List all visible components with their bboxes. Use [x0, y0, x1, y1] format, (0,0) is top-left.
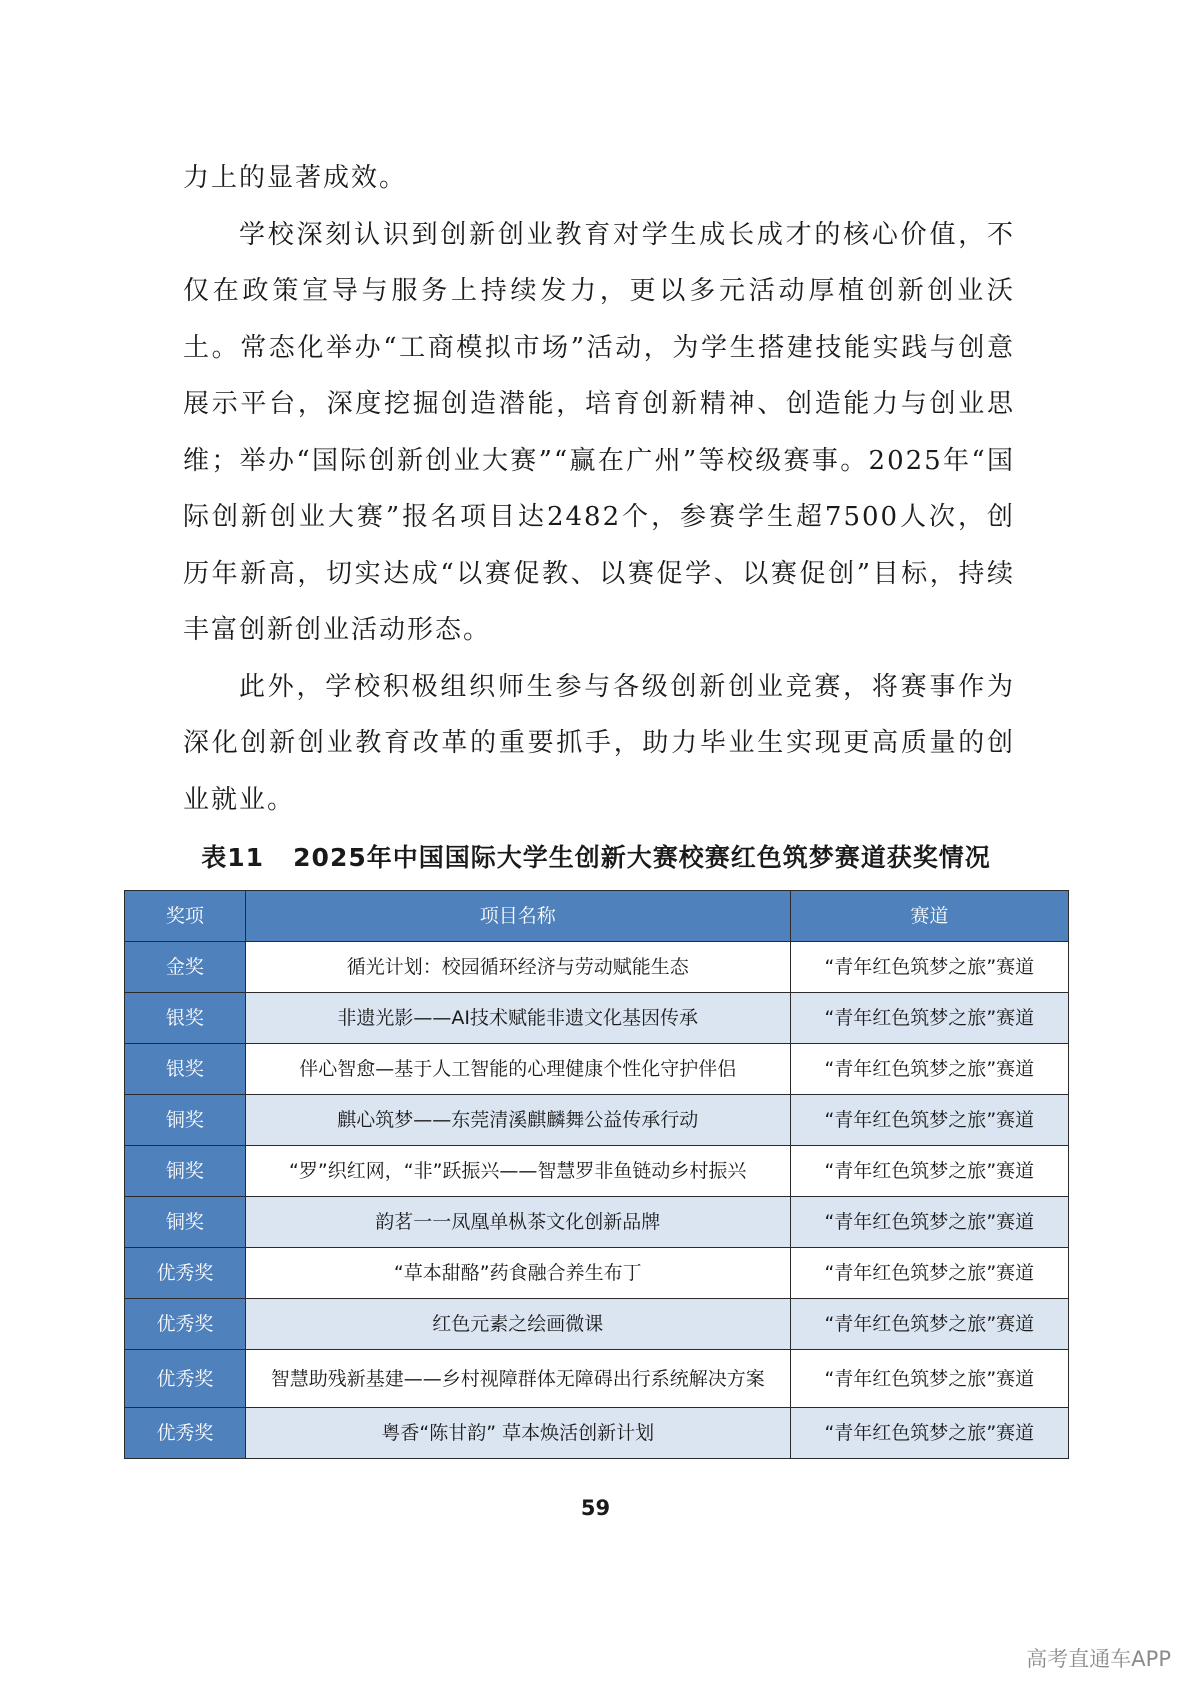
track-cell: “青年红色筑梦之旅”赛道	[790, 1248, 1068, 1299]
award-cell: 金奖	[125, 942, 246, 993]
project-cell: 韵茗一一凤凰单枞茶文化创新品牌	[245, 1197, 790, 1248]
paragraph: 学校深刻认识到创新创业教育对学生成长成才的核心价值，不仅在政策宣导与服务上持续发力，更以多元活动厚植创新创业沃土。常态化举办“工商模拟市场”活动，为学生搭建技能实践与创意展示平台，深度挖掘创造潜能，培育创新精神、创造能力与创业思维；举办“国际创新创业大赛”“赢在广州”等校级赛事。2025年“国际创新创业大赛”报名项目达2482个，参赛学生超7500人次，创历年新高，切实达成“以赛促教、以赛促学、以赛促创”目标，持续丰富创新创业活动形态。	[183, 219, 1015, 645]
project-cell: 伴心智愈—基于人工智能的心理健康个性化守护伴侣	[245, 1044, 790, 1095]
award-cell: 优秀奖	[125, 1408, 246, 1459]
table-row	[125, 1248, 1069, 1299]
award-cell: 铜奖	[125, 1146, 246, 1197]
track-cell: “青年红色筑梦之旅”赛道	[790, 1095, 1068, 1146]
project-cell: “草本甜酪”药食融合养生布丁	[245, 1248, 790, 1299]
track-cell: “青年红色筑梦之旅”赛道	[790, 1197, 1068, 1248]
project-cell: 麒心筑梦——东莞清溪麒麟舞公益传承行动	[245, 1095, 790, 1146]
award-cell: 铜奖	[125, 1197, 246, 1248]
project-cell: 非遗光影——AI技术赋能非遗文化基因传承	[245, 993, 790, 1044]
table-header-row	[125, 891, 1069, 942]
track-cell: “青年红色筑梦之旅”赛道	[790, 1350, 1068, 1408]
page-number: 59	[580, 1496, 611, 1520]
award-cell: 银奖	[125, 993, 246, 1044]
table-row	[125, 1408, 1069, 1459]
award-cell: 优秀奖	[125, 1248, 246, 1299]
table-row	[125, 1044, 1069, 1095]
table-row	[125, 942, 1069, 993]
table-row	[125, 1197, 1069, 1248]
award-cell: 银奖	[125, 1044, 246, 1095]
award-cell: 铜奖	[125, 1095, 246, 1146]
award-cell: 优秀奖	[125, 1299, 246, 1350]
project-cell: “罗”织红网，“非”跃振兴——智慧罗非鱼链动乡村振兴	[245, 1146, 790, 1197]
project-cell: 粤香“陈甘韵” 草本焕活创新计划	[245, 1408, 790, 1459]
track-cell: “青年红色筑梦之旅”赛道	[790, 1299, 1068, 1350]
body-text	[183, 150, 1015, 828]
paragraph: 力上的显著成效。	[183, 163, 408, 193]
track-cell: “青年红色筑梦之旅”赛道	[790, 1408, 1068, 1459]
track-cell: “青年红色筑梦之旅”赛道	[790, 1044, 1068, 1095]
table-row	[125, 1095, 1069, 1146]
table-row	[125, 993, 1069, 1044]
column-header-track: 赛道	[790, 891, 1068, 942]
table-caption: 表11 2025年中国国际大学生创新大赛校赛红色筑梦赛道获奖情况	[201, 843, 991, 872]
table-row	[125, 1146, 1069, 1197]
project-cell: 智慧助残新基建——乡村视障群体无障碍出行系统解决方案	[245, 1350, 790, 1408]
paragraph: 此外，学校积极组织师生参与各级创新创业竞赛，将赛事作为深化创新创业教育改革的重要抓手，助力毕业生实现更高质量的创业就业。	[183, 671, 1015, 815]
award-cell: 优秀奖	[125, 1350, 246, 1408]
table-row	[125, 1350, 1069, 1408]
project-cell: 红色元素之绘画微课	[245, 1299, 790, 1350]
track-cell: “青年红色筑梦之旅”赛道	[790, 1146, 1068, 1197]
track-cell: “青年红色筑梦之旅”赛道	[790, 993, 1068, 1044]
track-cell: “青年红色筑梦之旅”赛道	[790, 942, 1068, 993]
column-header-project: 项目名称	[245, 891, 790, 942]
table-row	[125, 1299, 1069, 1350]
watermark: 高考直通车APP	[1026, 1647, 1171, 1671]
project-cell: 循光计划：校园循环经济与劳动赋能生态	[245, 942, 790, 993]
column-header-award: 奖项	[125, 891, 246, 942]
awards-table	[124, 890, 1069, 1459]
